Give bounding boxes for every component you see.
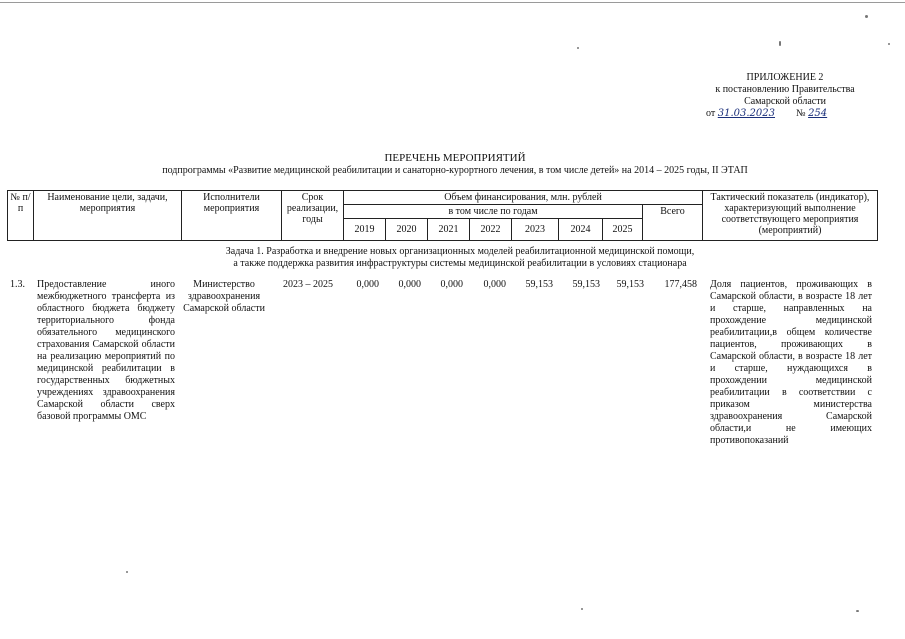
task-heading (160, 246, 760, 270)
scan-top-border (0, 2, 905, 3)
row-name: Предоставление иного межбюджетного трансферта из областного бюджета бюджету территориального фонда обязательного медицинского страхования Самарской области на реализацию мероприятий по медицинской реабилитации в государственных бюджетных учреждениях здравоохранения Самарской области сверх базовой программы ОМС (37, 279, 175, 422)
scan-speck (856, 610, 859, 612)
scan-speck (779, 41, 781, 46)
header-name: Наименование цели, задачи, мероприятия (34, 191, 182, 241)
row-indicator: Доля пациентов, проживающих в Самарской области, в возрасте 18 лет и старше, направленных на прохождение медицинской реабилитации,в общем количестве пациентов, проживающих в Самарской области, в возрасте 18 лет и старше, нуждающихся в прохождении медицинской реабилитации в соответствии с приказом министерства здравоохранения Самарской области,и не имеющих противопоказаний (710, 279, 872, 446)
header-total: Всего (643, 205, 703, 241)
activities-table-header (7, 190, 878, 241)
row-period: 2023 – 2025 (283, 279, 333, 290)
row-executor: Министерство здравоохранения Самарской области (183, 279, 265, 314)
header-num: № п/п (8, 191, 34, 241)
header-funding: Объем финансирования, млн. рублей (344, 191, 703, 205)
approval-date: 31.03.2023 (717, 108, 776, 119)
scan-speck (865, 15, 868, 18)
header-year-2025: 2025 (603, 219, 643, 241)
approval-line-2: к постановлению Правительства (715, 84, 855, 95)
header-year-2020: 2020 (386, 219, 428, 241)
scan-speck (888, 43, 890, 45)
header-indicator: Тактический показатель (индикатор), характеризующий выполнение соответствующего мероприятия (мероприятий) (703, 191, 878, 241)
document-title: ПЕРЕЧЕНЬ МЕРОПРИЯТИЙ (384, 152, 526, 164)
header-executors: Исполнители мероприятия (182, 191, 282, 241)
approval-line-1: ПРИЛОЖЕНИЕ 2 (746, 72, 824, 83)
value-2022: 0,000 (483, 279, 506, 290)
approval-date-prefix: от (706, 108, 716, 119)
value-2024: 59,153 (572, 279, 600, 290)
header-period: Срок реализации, годы (282, 191, 344, 241)
value-2025: 59,153 (616, 279, 644, 290)
header-year-2023: 2023 (512, 219, 559, 241)
task-heading-line-2: а также поддержка развития инфраструктуры системы медицинской реабилитации в условиях стационара (233, 258, 687, 269)
value-2019: 0,000 (356, 279, 379, 290)
scan-speck (126, 571, 128, 573)
header-year-2019: 2019 (344, 219, 386, 241)
approval-number: 254 (808, 108, 828, 119)
header-year-2024: 2024 (559, 219, 603, 241)
value-2021: 0,000 (440, 279, 463, 290)
approval-number-label: № (796, 108, 806, 119)
value-2020: 0,000 (398, 279, 421, 290)
scan-speck (577, 47, 579, 49)
scan-speck (581, 608, 583, 610)
row-num: 1.3. (10, 279, 25, 290)
approval-date-line (700, 108, 870, 120)
header-by-years: в том числе по годам (344, 205, 643, 219)
approval-block (700, 72, 870, 120)
value-total: 177,458 (664, 279, 697, 290)
document-subtitle: подпрограммы «Развитие медицинской реабилитации и санаторно-курортного лечения, в том числе детей» на 2014 – 2025 годы, II ЭТАП (162, 165, 748, 176)
header-year-2022: 2022 (470, 219, 512, 241)
value-2023: 59,153 (525, 279, 553, 290)
approval-line-3: Самарской области (744, 96, 826, 107)
header-year-2021: 2021 (428, 219, 470, 241)
task-heading-line-1: Задача 1. Разработка и внедрение новых организационных моделей реабилитационной медицинской помощи, (225, 246, 695, 257)
